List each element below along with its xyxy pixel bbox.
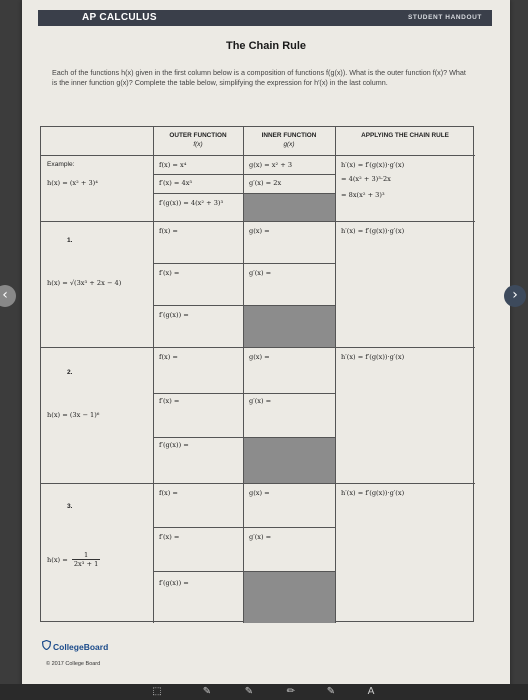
marker-tool-icon[interactable]: ✎ <box>244 686 254 697</box>
example-rule-1: h′(x) = f′(g(x))·g′(x) <box>341 161 405 169</box>
gray-cell <box>244 194 335 221</box>
problem-3-f[interactable]: f(x) = <box>159 489 178 497</box>
problem-3-fraction <box>72 551 100 568</box>
problem-2-g[interactable]: g(x) = <box>249 353 270 361</box>
problem-3-denominator: 2x³ + 1 <box>73 560 99 568</box>
problem-3-fpg[interactable]: f′(g(x)) = <box>159 579 189 587</box>
select-tool-icon[interactable]: ⬚ <box>152 686 162 697</box>
problem-2-gp[interactable]: g′(x) = <box>249 397 272 405</box>
problem-1-fp[interactable]: f′(x) = <box>159 269 180 277</box>
text-tool-icon[interactable]: A <box>367 686 375 697</box>
problem-1-number: 1. <box>67 237 73 244</box>
example-rule-3: = 8x(x² + 3)³ <box>341 191 385 199</box>
problem-3-g[interactable]: g(x) = <box>249 489 270 497</box>
instructions: Each of the functions h(x) given in the first column below is a composition of functions f(g(x)). What is the outer function f(x)? What is the inner function g(x)? Complete the table below, simplifying the expression for h′(x) in the last column. <box>52 68 466 87</box>
problem-2-h: h(x) = (3x − 1)⁶ <box>47 411 100 419</box>
chevron-right-icon[interactable]: › <box>504 285 526 307</box>
problem-1-fpg[interactable]: f′(g(x)) = <box>159 311 189 319</box>
pencil-tool-icon[interactable]: ✏ <box>286 686 296 697</box>
problem-3-h-prefix: h(x) = <box>47 555 68 564</box>
example-g: g(x) = x² + 3 <box>249 161 293 169</box>
copyright: © 2017 College Board <box>46 661 101 667</box>
gray-cell <box>244 438 335 483</box>
header-outer: OUTER FUNCTION f(x) <box>169 132 227 148</box>
problem-2-fp[interactable]: f′(x) = <box>159 397 180 405</box>
worksheet-page <box>22 0 510 688</box>
problem-3-h <box>47 551 100 568</box>
problem-1-f[interactable]: f(x) = <box>159 227 178 235</box>
problem-3-rule[interactable]: h′(x) = f′(g(x))·g′(x) <box>341 489 405 497</box>
gray-cell <box>244 572 335 623</box>
problem-1-g[interactable]: g(x) = <box>249 227 270 235</box>
problem-2-number: 2. <box>67 369 73 376</box>
pen-tool-icon[interactable]: ✎ <box>202 686 212 697</box>
toolbar <box>0 684 528 700</box>
problem-3-numerator: 1 <box>72 551 100 560</box>
problem-3-gp[interactable]: g′(x) = <box>249 533 272 541</box>
example-fpg: f′(g(x)) = 4(x² + 3)³ <box>159 199 224 207</box>
chevron-left-icon[interactable]: ‹ <box>0 285 16 307</box>
chain-rule-table <box>40 126 474 622</box>
gray-cell <box>244 306 335 347</box>
handout-badge: STUDENT HANDOUT <box>408 14 482 21</box>
header-bar <box>38 10 492 26</box>
example-label: Example: <box>47 161 75 168</box>
example-fp: f′(x) = 4x³ <box>159 179 193 187</box>
problem-2-fpg[interactable]: f′(g(x)) = <box>159 441 189 449</box>
brand-text: CollegeBoard <box>53 642 109 652</box>
collegeboard-logo <box>42 640 110 652</box>
problem-3-number: 3. <box>67 503 73 510</box>
shield-icon <box>42 640 51 652</box>
page-title: The Chain Rule <box>225 40 307 52</box>
highlighter-tool-icon[interactable]: ✎ <box>326 686 336 697</box>
example-rule-2: = 4(x² + 3)³·2x <box>341 175 391 183</box>
problem-2-rule[interactable]: h′(x) = f′(g(x))·g′(x) <box>341 353 405 361</box>
example-h: h(x) = (x² + 3)⁴ <box>47 179 98 187</box>
problem-3-fp[interactable]: f′(x) = <box>159 533 180 541</box>
example-f: f(x) = x⁴ <box>159 161 187 169</box>
problem-2-f[interactable]: f(x) = <box>159 353 178 361</box>
course-label: AP CALCULUS <box>82 12 157 23</box>
problem-1-h: h(x) = √(3x³ + 2x − 4) <box>47 279 122 287</box>
header-inner: INNER FUNCTION g(x) <box>261 132 317 148</box>
problem-1-rule[interactable]: h′(x) = f′(g(x))·g′(x) <box>341 227 405 235</box>
example-gp: g′(x) = 2x <box>249 179 282 187</box>
header-rule: APPLYING THE CHAIN RULE <box>361 132 449 139</box>
problem-1-gp[interactable]: g′(x) = <box>249 269 272 277</box>
